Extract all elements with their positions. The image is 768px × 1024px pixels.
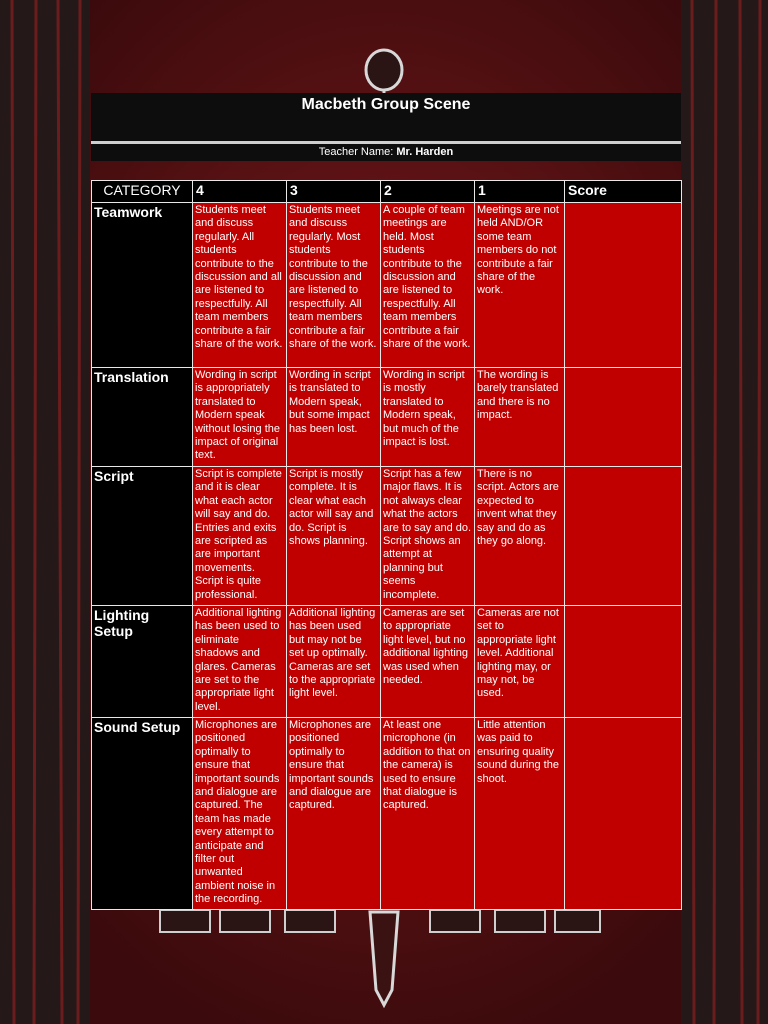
score-cell[interactable] <box>565 368 682 467</box>
rubric-table <box>91 180 682 910</box>
teacher-name: Mr. Harden <box>396 146 454 158</box>
teacher-line <box>91 146 681 158</box>
cell-level-3: Script is mostly complete. It is clear what each actor will say and do. Script is shows planning. <box>287 467 381 606</box>
cell-level-3: Microphones are positioned optimally to ensure that important sounds and dialogue are captured. <box>287 718 381 910</box>
table-row <box>92 368 682 467</box>
cell-level-4: Students meet and discuss regularly. All students contribute to the discussion and all are listened to respectfully. All team members contribute a fair share of the work. <box>193 203 287 368</box>
table-row <box>92 203 682 368</box>
header-level-1: 1 <box>475 181 565 203</box>
cell-level-3: Students meet and discuss regularly. Most students contribute to the discussion and are listened to respectfully. All team members contribute a fair share of the work. <box>287 203 381 368</box>
score-cell[interactable] <box>565 203 682 368</box>
score-cell[interactable] <box>565 606 682 718</box>
cell-level-4: Microphones are positioned optimally to ensure that important sounds and dialogue are captured. The team has made every attempt to anticipate and filter out unwanted ambient noise in the recording. <box>193 718 287 910</box>
header-score: Score <box>565 181 682 203</box>
cell-level-1: Little attention was paid to ensuring quality sound during the shoot. <box>475 718 565 910</box>
row-category: Teamwork <box>92 203 193 368</box>
cell-level-2: A couple of team meetings are held. Most students contribute to the discussion and are listened to respectfully. All team members contribute a fair share of the work. <box>381 203 475 368</box>
cell-level-4: Additional lighting has been used to eliminate shadows and glares. Cameras are set to the appropriate light level. <box>193 606 287 718</box>
header-level-4: 4 <box>193 181 287 203</box>
cell-level-4: Wording in script is appropriately translated to Modern speak without losing the impact of original text. <box>193 368 287 467</box>
cell-level-1: Cameras are not set to appropriate light level. Additional lighting may, or may not, be used. <box>475 606 565 718</box>
row-category: Lighting Setup <box>92 606 193 718</box>
header-row <box>92 181 682 203</box>
table-row <box>92 718 682 910</box>
table-row <box>92 606 682 718</box>
teacher-label: Teacher Name: <box>318 146 394 158</box>
cell-level-2: Script has a few major flaws. It is not always clear what the actors are to say and do. Script shows an attempt at planning but seems incomplete. <box>381 467 475 606</box>
cell-level-1: The wording is barely translated and there is no impact. <box>475 368 565 467</box>
table-row <box>92 467 682 606</box>
cell-level-2: Wording in script is mostly translated to Modern speak, but much of the impact is lost. <box>381 368 475 467</box>
cell-level-3: Additional lighting has been used but may not be set up optimally. Cameras are set to the appropriate light level. <box>287 606 381 718</box>
cell-level-1: Meetings are not held AND/OR some team members do not contribute a fair share of the work. <box>475 203 565 368</box>
score-cell[interactable] <box>565 718 682 910</box>
header-level-2: 2 <box>381 181 475 203</box>
header-divider <box>91 141 681 144</box>
page-title: Macbeth Group Scene <box>301 96 471 113</box>
header-level-3: 3 <box>287 181 381 203</box>
cell-level-4: Script is complete and it is clear what each actor will say and do. Entries and exits are scripted as are important movements. Script is quite professional. <box>193 467 287 606</box>
header-category: CATEGORY <box>92 181 193 203</box>
cell-level-2: Cameras are set to appropriate light level, but no additional lighting was used when needed. <box>381 606 475 718</box>
score-cell[interactable] <box>565 467 682 606</box>
row-category: Translation <box>92 368 193 467</box>
cell-level-1: There is no script. Actors are expected to invent what they say and do as they go along. <box>475 467 565 606</box>
cell-level-2: At least one microphone (in addition to that on the camera) is used to ensure that dialogue is captured. <box>381 718 475 910</box>
cell-level-3: Wording in script is translated to Modern speak, but some impact has been lost. <box>287 368 381 467</box>
row-category: Sound Setup <box>92 718 193 910</box>
row-category: Script <box>92 467 193 606</box>
